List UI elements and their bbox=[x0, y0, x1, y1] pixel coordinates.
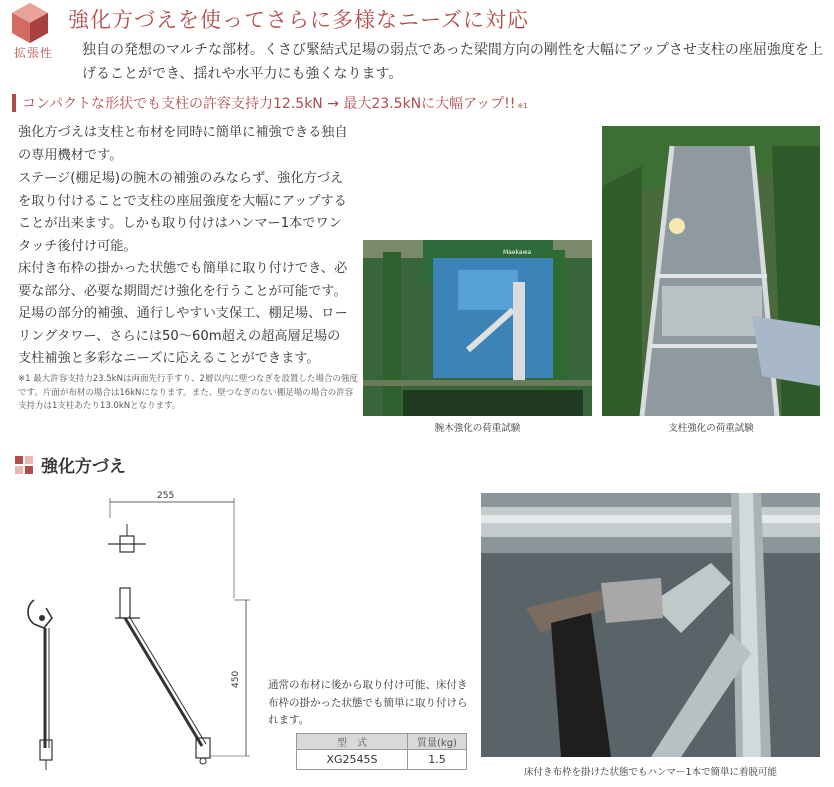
spec-table bbox=[296, 733, 467, 770]
mass-cell: 1.5 bbox=[408, 750, 467, 770]
square-grid-icon bbox=[15, 456, 33, 474]
page-title: 強化方づえを使ってさらに多様なニーズに対応 bbox=[68, 8, 529, 32]
body-paragraph-1: 強化方づえは支柱と布材を同時に簡単に補強できる独自の専用機材です。 bbox=[18, 125, 348, 163]
subheading-note: ※1 bbox=[517, 102, 528, 110]
dim-width-label: 255 bbox=[157, 491, 175, 501]
footnote: ※1 最大許容支持力23.5kNは両面先行手すり、2層以内に壁つなぎを設置した場合の強度です。片面が布材の場合は16kNになります。また、壁つなぎのない棚足場の場合の許容支持力は1支柱あたり13.0kNとなります。 bbox=[18, 374, 358, 411]
dim-height-label: 450 bbox=[231, 670, 241, 688]
technical-drawing bbox=[12, 478, 272, 778]
body-paragraph-2: ステージ(棚足場)の腕木の補強のみならず、強化方づえを取り付けることで支柱の座屈強度を大幅にアップすることが出来ます。しかも取り付けはハンマー1本でワンタッチ後付け可能。 bbox=[18, 171, 347, 254]
header-model: 型 式 bbox=[297, 734, 408, 750]
photo-caption-2: 支柱強化の荷重試験 bbox=[668, 423, 754, 434]
capacity-subheading bbox=[12, 93, 528, 113]
body-paragraph-3: 床付き布枠の掛かった状態でも簡単に取り付けでき、必要な部分、必要な期間だけ強化を行うことが可能です。足場の部分的補強、通行しやすい支保工、棚足場、ローリングタワー、さらには50〜60m超えの超高層足場の支柱補強と多彩なニーズに応えることができます。 bbox=[18, 261, 348, 366]
header-mass: 質量(kg) bbox=[408, 734, 467, 750]
post-load-test-photo bbox=[602, 126, 820, 416]
machine-label: Maekawa bbox=[503, 249, 532, 256]
product-description: 通常の布材に後から取り付け可能、床付き布枠の掛かった状態でも簡単に取り付けられます。 bbox=[268, 679, 468, 726]
arm-load-test-photo bbox=[363, 240, 592, 416]
subheading-bar bbox=[12, 94, 16, 112]
section-heading bbox=[15, 452, 126, 477]
subheading-text: コンパクトな形状でも支柱の許容支持力12.5kN → 最大23.5kNに大幅アップ!! bbox=[22, 96, 516, 112]
model-cell: XG2545S bbox=[297, 750, 408, 770]
section-title: 強化方づえ bbox=[41, 457, 126, 477]
intro-text: 独自の発想のマルチな部材。くさび緊結式足場の弱点であった梁間方向の剛性を大幅にアップさせ支柱の座屈強度を上げることができ、揺れや水平力にも強くなります。 bbox=[82, 42, 823, 82]
photo-caption-3: 床付き布枠を掛けた状態でもハンマー1本で簡単に着脱可能 bbox=[523, 767, 778, 778]
table-row bbox=[297, 750, 467, 770]
expandability-hex-icon bbox=[10, 2, 50, 44]
badge-label: 拡張性 bbox=[14, 46, 54, 60]
hammer-attach-photo bbox=[481, 493, 820, 757]
photo-caption-1: 腕木強化の荷重試験 bbox=[434, 423, 521, 434]
